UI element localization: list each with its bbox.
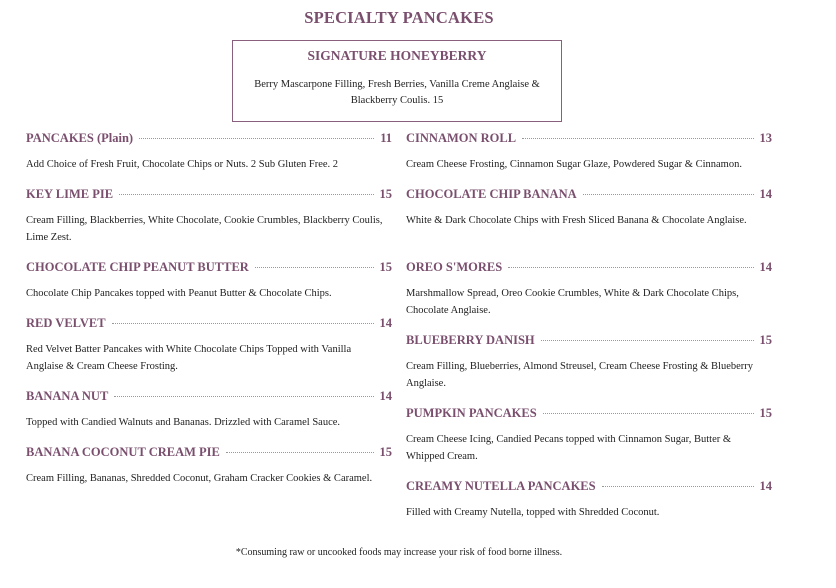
menu-item-price: 14 bbox=[379, 316, 392, 330]
menu-item bbox=[406, 406, 772, 465]
menu-item bbox=[406, 333, 772, 392]
menu-item-description: Add Choice of Fresh Fruit, Chocolate Chips or Nuts. 2 Sub Gluten Free. 2 bbox=[26, 159, 339, 170]
dot-leader bbox=[583, 194, 754, 195]
menu-item-description: Cream Filling, Blueberries, Almond Streusel, Cream Cheese Frosting & Blueberry Anglaise. bbox=[406, 361, 754, 389]
menu-item bbox=[26, 389, 392, 431]
dot-leader bbox=[541, 340, 754, 341]
menu-item bbox=[406, 260, 772, 319]
menu-item bbox=[406, 131, 772, 173]
menu-item bbox=[26, 316, 392, 375]
menu-item-name: CHOCOLATE CHIP PEANUT BUTTER bbox=[26, 260, 249, 274]
dot-leader bbox=[112, 323, 374, 324]
menu-item-price: 15 bbox=[379, 260, 392, 274]
menu-item-price: 11 bbox=[380, 131, 392, 145]
dot-leader bbox=[543, 413, 754, 414]
menu-item-price: 14 bbox=[379, 389, 392, 403]
dot-leader bbox=[255, 267, 374, 268]
menu-item-description: Cream Cheese Frosting, Cinnamon Sugar Glaze, Powdered Sugar & Cinnamon. bbox=[406, 159, 742, 170]
menu-item-description: Cream Cheese Icing, Candied Pecans topped with Cinnamon Sugar, Butter & Whipped Cream. bbox=[406, 434, 732, 462]
menu-item-name: BLUEBERRY DANISH bbox=[406, 333, 535, 347]
menu-item-description: Cream Filling, Blackberries, White Chocolate, Cookie Crumbles, Blackberry Coulis, Lime Zest. bbox=[26, 215, 383, 243]
menu-item-name: CINNAMON ROLL bbox=[406, 131, 517, 145]
menu-item-description: Filled with Creamy Nutella, topped with Shredded Coconut. bbox=[406, 507, 660, 518]
menu-item bbox=[26, 260, 392, 302]
menu-item-name: RED VELVET bbox=[26, 316, 106, 330]
menu-item-price: 14 bbox=[759, 479, 772, 493]
menu-item bbox=[406, 479, 772, 521]
menu-item-description: Red Velvet Batter Pancakes with White Chocolate Chips Topped with Vanilla Anglaise & Cream Cheese Frosting. bbox=[26, 344, 352, 372]
menu-item bbox=[26, 187, 392, 246]
menu-item-name: PUMPKIN PANCAKES bbox=[406, 406, 537, 420]
menu-item-price: 15 bbox=[759, 333, 772, 347]
signature-title: SIGNATURE HONEYBERRY bbox=[307, 48, 487, 63]
dot-leader bbox=[114, 396, 373, 397]
menu-item bbox=[26, 131, 392, 173]
menu-item-description: Cream Filling, Bananas, Shredded Coconut, Graham Cracker Cookies & Caramel. bbox=[26, 473, 373, 484]
dot-leader bbox=[522, 138, 753, 139]
page-title: SPECIALTY PANCAKES bbox=[304, 8, 494, 27]
menu-item-name: PANCAKES (Plain) bbox=[26, 131, 134, 145]
menu-item-price: 15 bbox=[379, 445, 392, 459]
signature-box bbox=[232, 40, 562, 122]
menu-item bbox=[26, 445, 392, 487]
menu-item-price: 13 bbox=[759, 131, 772, 145]
signature-description: Berry Mascarpone Filling, Fresh Berries, Vanilla Creme Anglaise & Blackberry Coulis. 15 bbox=[254, 79, 540, 106]
food-safety-disclaimer: *Consuming raw or uncooked foods may increase your risk of food borne illness. bbox=[235, 547, 563, 558]
dot-leader bbox=[226, 452, 374, 453]
dot-leader bbox=[139, 138, 374, 139]
menu-item-name: CHOCOLATE CHIP BANANA bbox=[406, 187, 577, 201]
menu-item-price: 15 bbox=[379, 187, 392, 201]
menu-item-price: 14 bbox=[759, 260, 772, 274]
menu-item-description: Chocolate Chip Pancakes topped with Peanut Butter & Chocolate Chips. bbox=[26, 288, 332, 299]
dot-leader bbox=[602, 486, 754, 487]
menu-item-description: White & Dark Chocolate Chips with Fresh Sliced Banana & Chocolate Anglaise. bbox=[406, 215, 747, 226]
menu-item-description: Topped with Candied Walnuts and Bananas. Drizzled with Caramel Sauce. bbox=[26, 417, 341, 428]
menu-item-price: 15 bbox=[759, 406, 772, 420]
menu-item-description: Marshmallow Spread, Oreo Cookie Crumbles, White & Dark Chocolate Chips, Chocolate Anglaise. bbox=[406, 288, 739, 316]
menu-item-name: CREAMY NUTELLA PANCAKES bbox=[406, 479, 596, 493]
menu-item-name: KEY LIME PIE bbox=[26, 187, 114, 201]
menu-item-name: BANANA NUT bbox=[26, 389, 109, 403]
menu-item-name: BANANA COCONUT CREAM PIE bbox=[26, 445, 220, 459]
menu-item bbox=[406, 187, 772, 229]
dot-leader bbox=[508, 267, 753, 268]
menu-item-price: 14 bbox=[759, 187, 772, 201]
menu-item-name: OREO S'MORES bbox=[406, 260, 503, 274]
dot-leader bbox=[119, 194, 373, 195]
